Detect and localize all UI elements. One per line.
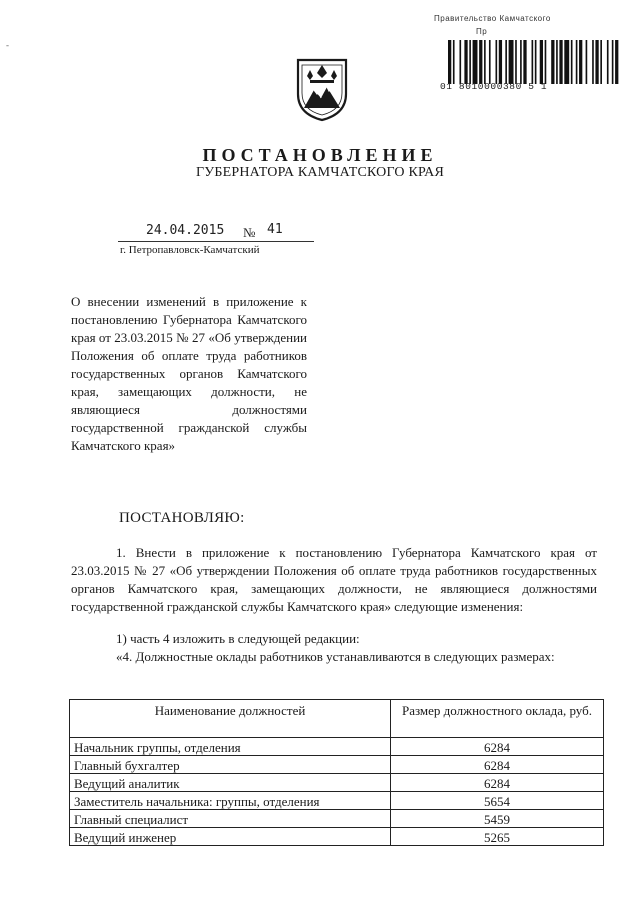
- barcode-bar: [489, 40, 491, 84]
- stamp-organization: Правительство Камчатского: [434, 14, 551, 23]
- coat-of-arms-icon: [294, 56, 350, 122]
- table-header-row: [70, 700, 604, 738]
- barcode-bar: [459, 40, 461, 84]
- barcode-bar: [579, 40, 582, 84]
- table-row: [70, 810, 604, 828]
- salary-cell: 6284: [391, 756, 604, 774]
- barcode-bar: [551, 40, 554, 84]
- barcode-bar: [484, 40, 486, 84]
- stamp-region: Пр: [476, 27, 488, 36]
- barcode-bar: [600, 40, 602, 84]
- barcode-bar: [535, 40, 537, 84]
- table-row: [70, 738, 604, 756]
- column-header-salary: Размер должностного оклада, руб.: [391, 700, 604, 738]
- barcode-bar: [505, 40, 507, 84]
- barcode-bar: [453, 40, 455, 84]
- paragraph-subitem-1: 1) часть 4 изложить в следующей редакции:: [116, 631, 360, 646]
- barcode-bar: [592, 40, 594, 84]
- table-row: [70, 828, 604, 846]
- barcode-bar: [496, 40, 498, 84]
- document-number: 41: [267, 222, 283, 237]
- barcode-bar: [571, 40, 573, 84]
- decree-heading: ПОСТАНОВЛЯЮ:: [119, 510, 245, 526]
- barcode-bar: [523, 40, 526, 84]
- salary-table: [69, 699, 604, 846]
- paragraph-item-1: 1. Внести в приложение к постановлению Губернатора Камчатского края от 23.03.2015 № 27 «Об утверждении Положения об оплате труда работников государственных органов Камчатского края, замещающих должности, не являющиеся должностями государственной гражданской службы Камчатского края» следующие изменения:: [71, 545, 597, 614]
- document-type-title: ПОСТАНОВЛЕНИЕ: [202, 145, 438, 165]
- paragraph-item-4: «4. Должностные оклады работников устанавливаются в следующих размерах:: [116, 649, 555, 664]
- document-subject: О внесении изменений в приложение к постановлению Губернатора Камчатского края от 23.03.2015 № 27 «Об утверждении Положения об оплате труда работников государственных органов Камчатского края, замещающих должности, не являющиеся должностями государственной гражданской службы Камчатского края»: [71, 294, 307, 453]
- barcode-bar: [520, 40, 522, 84]
- salary-cell: 5265: [391, 828, 604, 846]
- salary-cell: 6284: [391, 774, 604, 792]
- barcode-bar: [556, 40, 558, 84]
- barcode-bar: [595, 40, 598, 84]
- barcode-bar: [576, 40, 578, 84]
- position-cell: Начальник группы, отделения: [70, 738, 391, 756]
- table-row: [70, 756, 604, 774]
- table-row: [70, 774, 604, 792]
- column-header-position: Наименование должностей: [70, 700, 391, 738]
- document-date: 24.04.2015: [146, 223, 225, 238]
- barcode-bar: [545, 40, 547, 84]
- margin-mark: -: [6, 40, 9, 50]
- barcode-bar: [479, 40, 482, 84]
- position-cell: Главный бухгалтер: [70, 756, 391, 774]
- barcode-bar: [532, 40, 534, 84]
- barcode-bar: [607, 40, 609, 84]
- position-cell: Заместитель начальника: группы, отделения: [70, 792, 391, 810]
- barcode-bar: [586, 40, 588, 84]
- barcode-bar: [559, 40, 562, 84]
- barcode-bar: [464, 40, 467, 84]
- barcode-number: 01 8010000380 5 1: [440, 81, 548, 92]
- date-underline: [118, 241, 314, 242]
- barcode-bar: [612, 40, 614, 84]
- barcode-bar: [499, 40, 502, 84]
- salary-cell: 6284: [391, 738, 604, 756]
- position-cell: Главный специалист: [70, 810, 391, 828]
- barcode-bar: [515, 40, 517, 84]
- document-issuer: ГУБЕРНАТОРА КАМЧАТСКОГО КРАЯ: [195, 165, 445, 180]
- barcode-bar: [473, 40, 478, 84]
- salary-cell: 5654: [391, 792, 604, 810]
- salary-cell: 5459: [391, 810, 604, 828]
- table-row: [70, 792, 604, 810]
- position-cell: Ведущий инженер: [70, 828, 391, 846]
- document-city: г. Петропавловск-Камчатский: [120, 244, 260, 256]
- barcode-bar: [564, 40, 569, 84]
- position-cell: Ведущий аналитик: [70, 774, 391, 792]
- document-number-label: №: [243, 225, 256, 240]
- barcode-bar: [469, 40, 471, 84]
- barcode-bar: [448, 40, 451, 84]
- barcode-bar: [615, 40, 618, 84]
- barcode-bar: [509, 40, 514, 84]
- barcode-icon: [448, 40, 620, 84]
- barcode-bar: [540, 40, 543, 84]
